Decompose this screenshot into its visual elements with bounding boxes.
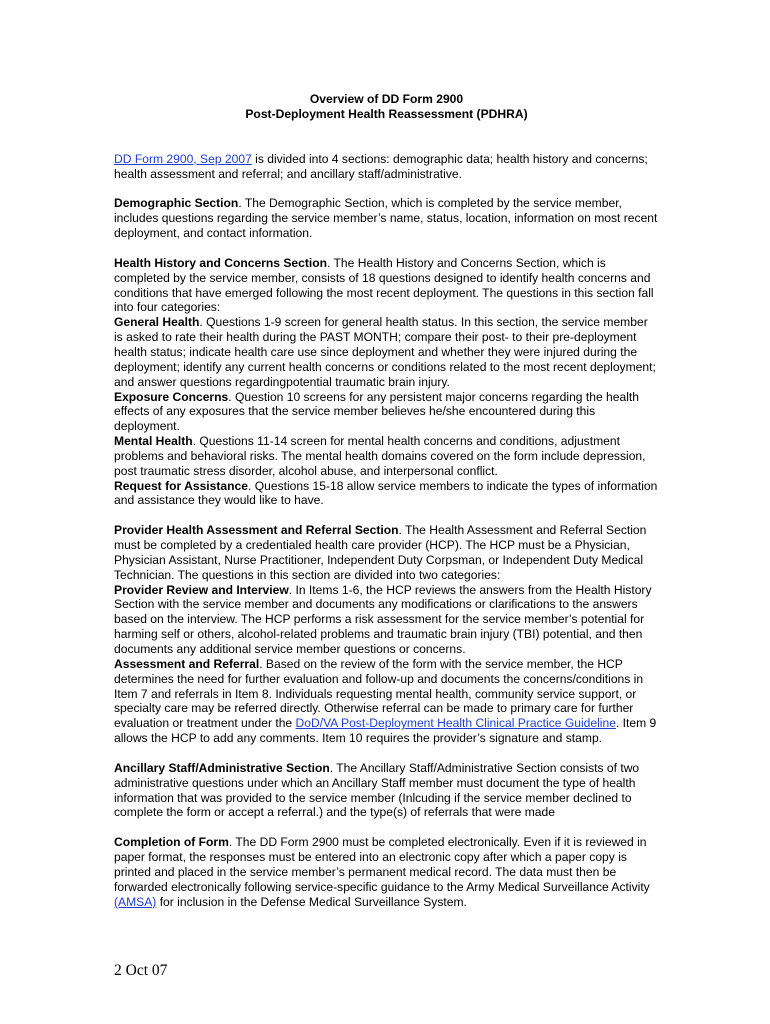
demographic-text: . The Demographic Section, which is completed by the service member, includes questions regarding the service member’s name, status, location, information on most recent deployment, and contact information. — [114, 196, 658, 241]
ancillary-text: . The Ancillary Staff/Administrative Section consists of two administrative questions under which an Ancillary Staff member must document the type of health information that was provided to the service member (Inlcuding if the service member declined to complete the form or accept a referral.) and the type(s) of referrals that were made — [114, 760, 640, 820]
general-health-text: . Questions 1-9 screen for general health status. In this section, the service member is asked to rate their health during the PAST MONTH; compare their post- to their pre-deployment health status; indicate health care use since deployment and whether they were injured during the deployment; identify any current health concerns or conditions related to the most recent deployment; and answer questions regardingpotential traumatic brain injury. — [114, 315, 656, 389]
completion-text: . The DD Form 2900 must be completed electronically. Even if it is reviewed in paper format, the responses must be entered into an electronic copy after which a paper copy is printed and placed in the service member’s permanent medical record. The data must then be forwarded electronically following service-specific guidance to the Army Medical Surveillance Activity — [114, 835, 650, 894]
provider-paragraph — [114, 523, 659, 582]
provider-review-heading: Provider Review and Interview — [114, 582, 289, 597]
provider-review-text: . In Items 1-6, the HCP reviews the answers from the Health History Section with the service member and documents any modifications or clarifications to the answers based on the interview. The HCP performs a risk assessment for the service member’s potential for harming self or others, alcohol-related problems and traumatic brain injury (TBI) potential, and then documents any additional service member questions or concerns. — [114, 582, 652, 656]
mental-health-paragraph — [114, 434, 659, 479]
provider-review-paragraph — [114, 583, 659, 657]
ancillary-paragraph — [114, 761, 659, 820]
health-history-heading: Health History and Concerns Section — [114, 255, 328, 270]
mental-health-text: . Questions 11-14 screen for mental health concerns and conditions, adjustment problems and behavioral risks. The mental health domains covered on the form include depression, post traumatic stress disorder, alcohol abuse, and interpersonal conflict. — [114, 434, 646, 478]
general-health-heading: General Health — [114, 315, 200, 330]
mental-health-heading: Mental Health — [114, 434, 193, 449]
health-history-text: . The Health History and Concerns Section, which is completed by the service member, consists of 18 questions designed to identify health concerns and conditions that have emerged following the most recent deployment. The questions in this section fall into four categories: — [114, 255, 654, 315]
request-assistance-text: . Questions 15-18 allow service members to indicate the types of information and assistance they would like to have. — [114, 478, 658, 508]
exposure-paragraph — [114, 390, 659, 435]
completion-tail: for inclusion in the Defense Medical Surveillance System. — [156, 894, 467, 909]
request-assistance-heading: Request for Assistance — [114, 478, 248, 493]
assessment-referral-text: . Based on the review of the form with the service member, the HCP determines the need for further evaluation and follow-up and documents the concerns/conditions in Item 7 and referrals in Item 8. Individuals requesting mental health, community service support, or specialty care may be referred directly. Otherwise referral can be made to primary care for further evaluation or treatment under the — [114, 656, 644, 731]
completion-paragraph — [114, 835, 659, 909]
document-body — [114, 92, 659, 910]
provider-heading: Provider Health Assessment and Referral Section — [114, 523, 399, 538]
intro-text: is divided into 4 sections: demographic data; health history and concerns; health assessment and referral; and ancillary staff/administrative. — [114, 151, 648, 181]
intro-paragraph — [114, 152, 659, 182]
amsa-link[interactable]: (AMSA) — [114, 894, 157, 909]
request-assistance-paragraph — [114, 479, 659, 509]
completion-heading: Completion of Form — [114, 835, 229, 850]
footer-date: 2 Oct 07 — [114, 962, 168, 979]
demographic-paragraph — [114, 196, 659, 241]
dd-form-2900-link[interactable]: DD Form 2900, Sep 2007 — [114, 151, 252, 166]
exposure-text: . Question 10 screens for any persistent major concerns regarding the health effects of any exposures that the service member believes he/she encountered during this deployment. — [114, 389, 640, 434]
general-health-paragraph — [114, 315, 659, 389]
clinical-practice-guideline-link[interactable]: DoD/VA Post-Deployment Health Clinical Practice Guideline — [295, 716, 616, 731]
assessment-referral-heading: Assessment and Referral — [114, 656, 260, 671]
demographic-heading: Demographic Section — [114, 196, 239, 211]
health-history-paragraph — [114, 256, 659, 315]
exposure-heading: Exposure Concerns — [114, 389, 229, 404]
document-title: Overview of DD Form 2900 — [309, 92, 464, 106]
assessment-referral-tail: . Item 9 allows the HCP to add any comments. Item 10 requires the provider’s signature and stamp. — [114, 716, 657, 746]
assessment-referral-paragraph — [114, 657, 659, 746]
provider-text: . The Health Assessment and Referral Section must be completed by a credentialed health care provider (HCP). The HCP must be a Physician, Physician Assistant, Nurse Practitioner, Independent Duty Corpsman, or Independent Duty Medical Technician. The questions in this section are divided into two categories: — [114, 523, 647, 582]
document-subtitle: Post-Deployment Health Reassessment (PDHRA) — [245, 106, 528, 121]
ancillary-heading: Ancillary Staff/Administrative Section — [114, 760, 330, 775]
